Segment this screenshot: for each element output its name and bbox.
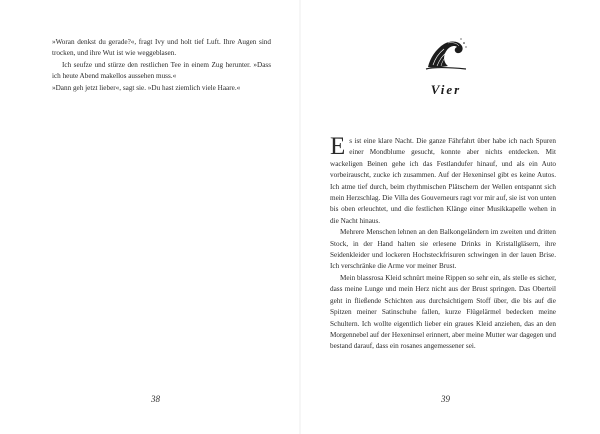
right-paragraph-3: Mein blassrosa Kleid schnürt meine Rippen so sehr ein, als stelle es sicher, dass meine Lunge und mein Herz nicht aus der Brust springen. Das Oberteil geht in fließende Schichten aus durchsichtigem Stoff über, die bis auf die Spitzen meiner Satinschuhe fallen, kurze Flügelärmel bedecken meine Schultern. Ich wollte eigentlich lieber ein graues Kleid anziehen, das an den Morgennebel auf der Hexeninsel erinnert, aber meine Mutter war dagegen und bestand darauf, dass ein rosanes angemessener sei.: [330, 273, 556, 351]
right-paragraph-2: Mehrere Menschen lehnen an den Balkongeländern im zweiten und dritten Stock, in der Hand halten sie erlesene Drinks in Kristallgläsern, ihre Seidenkleider und lockeren Hochsteckfrisuren schwingen in der lauen Brise. Ich verschränke die Arme vor meiner Brust.: [330, 228, 556, 271]
left-paragraph-2: Ich seufze und stürze den restlichen Tee in einem Zug herunter. »Dass ich heute Abend makellos aussehen muss.«: [52, 60, 271, 81]
right-page: [300, 0, 600, 434]
right-paragraph-1-text: s ist eine klare Nacht. Die ganze Fährfahrt über habe ich nach Spuren einer Mondblume gesucht, konnte aber nichts entdecken. Mit wackeligen Beinen gehe ich das Festlandufer hinauf, und als ein Auto vorbeirauscht, zucke ich zusammen. Auf der Hexeninsel gibt es keine Autos. Ich atme tief durch, beim rhythmischen Plätschern der Wellen entspannt sich mein Herzschlag. Die Villa des Gouverneurs ragt vor mir auf, sie ist von unten bis oben erleuchtet, und die festlichen Klänge einer Musikkapelle wehen in die Nacht hinaus.: [330, 137, 556, 225]
wave-icon: [424, 34, 468, 72]
chapter-title: Vier: [430, 82, 462, 97]
left-page-number: 38: [151, 394, 160, 404]
left-page-text: [52, 37, 271, 94]
right-page-text: [330, 133, 556, 353]
left-paragraph-3: »Dann geh jetzt lieber«, sagt sie. »Du hast ziemlich viele Haare.«: [52, 83, 241, 92]
drop-cap: E: [330, 133, 346, 160]
right-page-number: 39: [441, 394, 450, 404]
right-paragraph-1: [330, 133, 556, 227]
left-paragraph-1: »Woran denkst du gerade?«, fragt Ivy und holt tief Luft. Ihre Augen sind trocken, und ihre Wut ist wie weggeblasen.: [52, 38, 271, 58]
